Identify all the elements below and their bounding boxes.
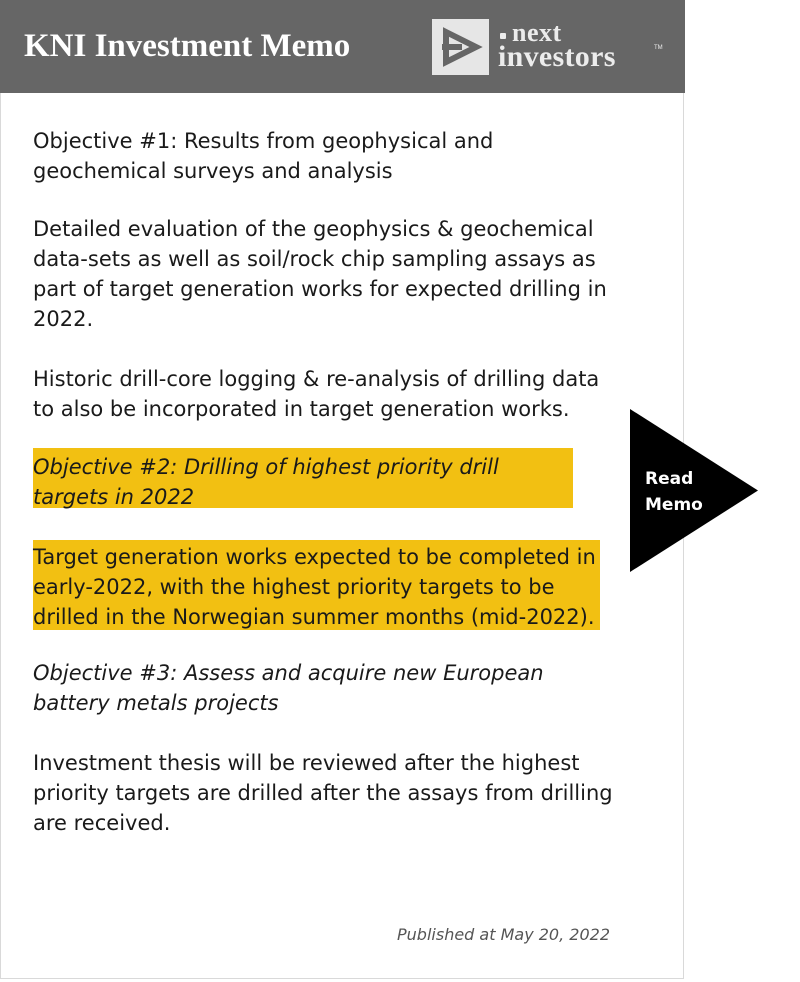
logo-text-next: next	[500, 21, 562, 45]
published-date: Published at May 20, 2022	[397, 925, 610, 944]
objective-2-heading: Objective #2: Drilling of highest priority drill targets in 2022	[33, 455, 499, 509]
objective-1-paragraph-2: Historic drill-core logging & re-analysis of drilling data to also be incorporated in target generation works.	[33, 367, 600, 421]
read-memo-label-line1: Read	[645, 469, 694, 489]
read-memo-button[interactable]	[630, 409, 758, 572]
read-memo-label-line2: Memo	[645, 495, 703, 515]
play-arrow-icon	[432, 19, 489, 75]
read-memo-label	[645, 466, 715, 518]
objective-2-paragraph: Target generation works expected to be completed in early-2022, with the highest priority targets to be drilled in the Norwegian summer months (mid-2022).	[33, 545, 596, 629]
objective-1-heading: Objective #1: Results from geophysical and geochemical surveys and analysis	[33, 129, 494, 183]
logo-text-investors: investors	[498, 40, 616, 73]
objective-3-heading: Objective #3: Assess and acquire new European battery metals projects	[33, 661, 544, 715]
objective-1-paragraph-1: Detailed evaluation of the geophysics & geochemical data-sets as well as soil/rock chip sampling assays as part of target generation works for expected drilling in 2022.	[33, 217, 607, 331]
memo-title: KNI Investment Memo	[24, 28, 351, 64]
logo-trademark: TM	[654, 45, 663, 51]
next-investors-logo	[432, 19, 662, 75]
objective-3-paragraph: Investment thesis will be reviewed after the highest priority targets are drilled after the assays from drilling are received.	[33, 751, 613, 835]
memo-header	[0, 0, 685, 93]
